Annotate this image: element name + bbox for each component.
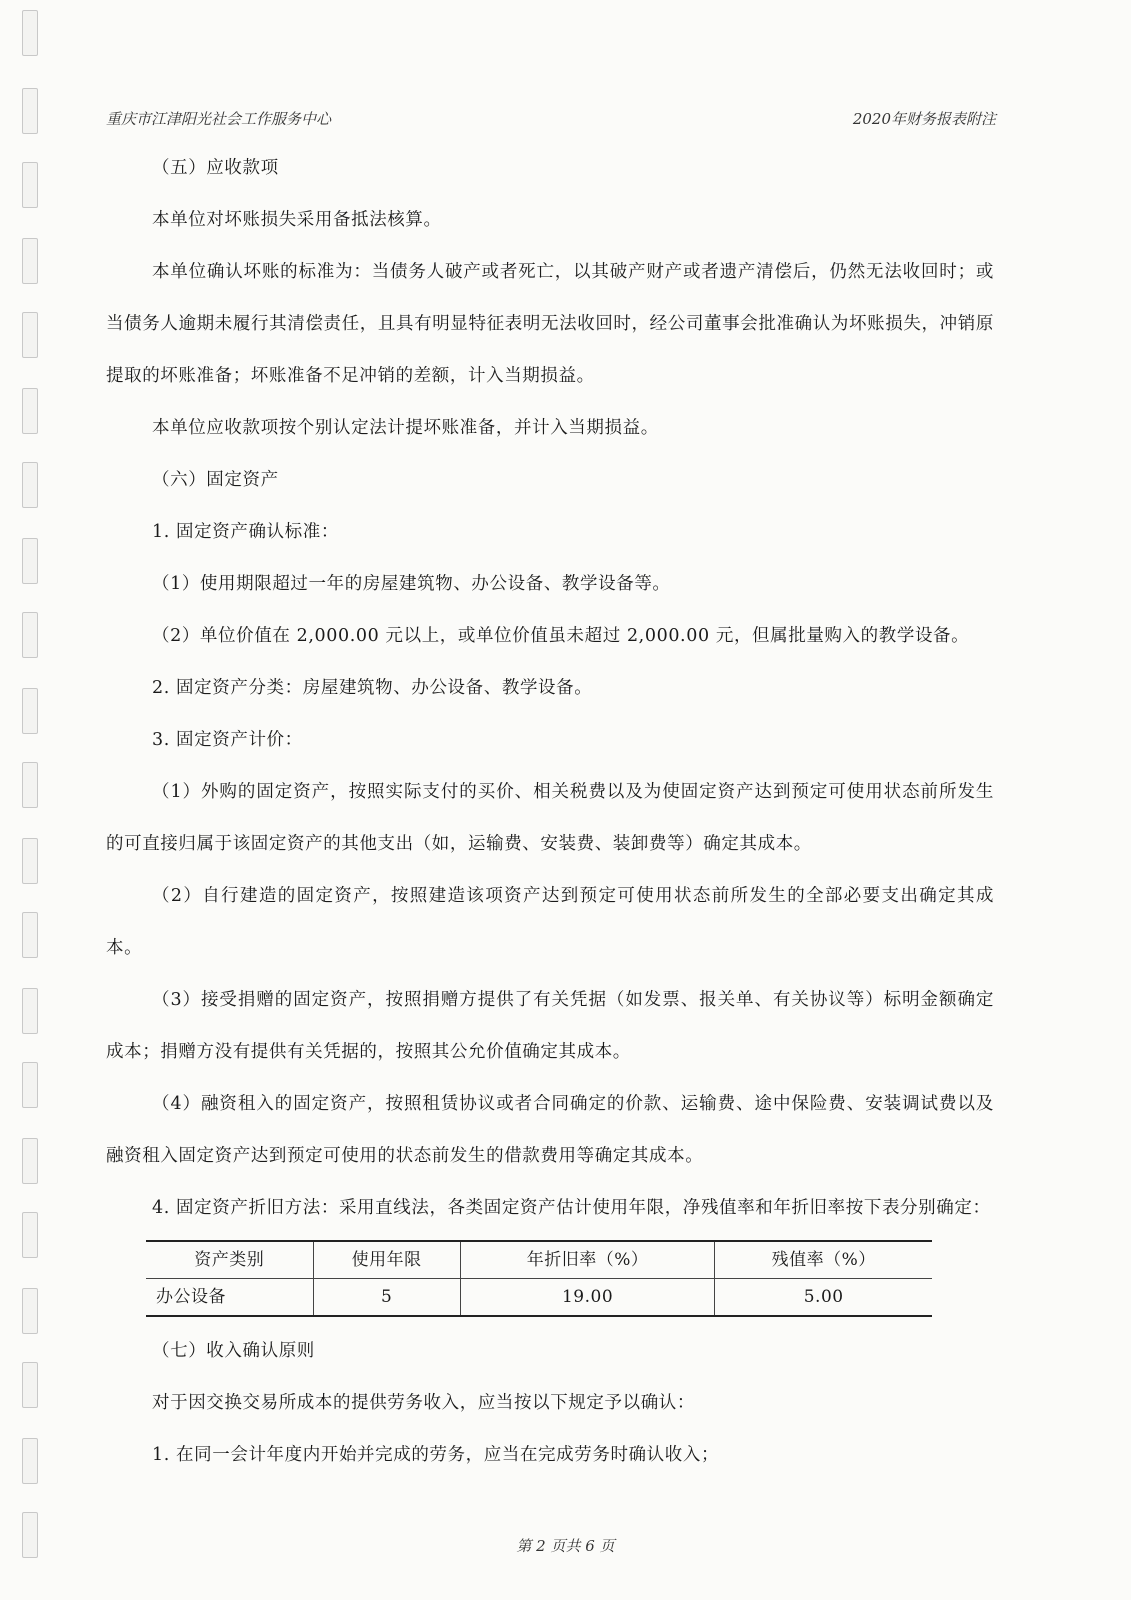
section-title-fixed-assets: （六）固定资产	[152, 470, 279, 490]
page-header	[106, 108, 996, 132]
table-cell: 办公设备	[146, 1279, 313, 1317]
paragraph: 本单位应收款项按个别认定法计提坏账准备，并计入当期损益。	[152, 418, 659, 438]
list-item: （1）使用期限超过一年的房屋建筑物、办公设备、教学设备等。	[152, 574, 671, 594]
depreciation-table	[146, 1240, 932, 1317]
binding-mark	[22, 1362, 38, 1408]
binding-mark	[22, 10, 38, 56]
binding-mark	[22, 162, 38, 208]
list-item: 2. 固定资产分类：房屋建筑物、办公设备、教学设备。	[152, 678, 593, 698]
binding-mark	[22, 762, 38, 808]
list-item: （2）自行建造的固定资产，按照建造该项资产达到预定可使用状态前所发生的全部必要支出确定其成本。	[106, 886, 994, 958]
table-cell: 19.00	[460, 1279, 715, 1317]
binding-mark	[22, 388, 38, 434]
paragraph: 本单位确认坏账的标准为：当债务人破产或者死亡，以其破产财产或者遗产清偿后，仍然无法收回时；或当债务人逾期未履行其清偿责任，且具有明显特征表明无法收回时，经公司董事会批准确认为坏账损失，冲销原提取的坏账准备；坏账准备不足冲销的差额，计入当期损益。	[106, 262, 994, 386]
table-row	[146, 1279, 932, 1317]
binding-mark	[22, 462, 38, 508]
list-item: 4. 固定资产折旧方法：采用直线法，各类固定资产估计使用年限，净残值率和年折旧率按下表分别确定：	[152, 1198, 991, 1218]
binding-mark	[22, 1438, 38, 1484]
list-item: 1. 固定资产确认标准：	[152, 522, 339, 542]
list-item: 1. 在同一会计年度内开始并完成的劳务，应当在完成劳务时确认收入；	[152, 1445, 720, 1465]
table-cell: 5.00	[715, 1279, 932, 1317]
binding-mark	[22, 838, 38, 884]
document-body	[106, 142, 994, 1481]
section-title-receivables: （五）应收款项	[152, 158, 279, 178]
column-header: 年折旧率（%）	[460, 1241, 715, 1279]
table-cell: 5	[313, 1279, 460, 1317]
binding-mark	[22, 688, 38, 734]
paragraph: 本单位对坏账损失采用备抵法核算。	[152, 210, 442, 230]
column-header: 使用年限	[313, 1241, 460, 1279]
header-doc-title: 2020年财务报表附注	[852, 110, 996, 128]
binding-mark	[22, 1062, 38, 1108]
list-item: （1）外购的固定资产，按照实际支付的买价、相关税费以及为使固定资产达到预定可使用状态前所发生的可直接归属于该固定资产的其他支出（如，运输费、安装费、装卸费等）确定其成本。	[106, 782, 994, 854]
binding-mark	[22, 88, 38, 134]
table-header-row	[146, 1241, 932, 1279]
section-title-revenue: （七）收入确认原则	[152, 1341, 315, 1361]
binding-mark	[22, 312, 38, 358]
column-header: 残值率（%）	[715, 1241, 932, 1279]
page-number: 第 2 页共 6 页	[516, 1537, 615, 1555]
binding-marks	[14, 0, 44, 1600]
page-footer	[0, 1535, 1131, 1556]
header-org-name: 重庆市江津阳光社会工作服务中心	[106, 110, 332, 128]
binding-mark	[22, 1138, 38, 1184]
list-item: （4）融资租入的固定资产，按照租赁协议或者合同确定的价款、运输费、途中保险费、安装调试费以及融资租入固定资产达到预定可使用的状态前发生的借款费用等确定其成本。	[106, 1094, 994, 1166]
binding-mark	[22, 1288, 38, 1334]
list-item: （2）单位价值在 2,000.00 元以上，或单位价值虽未超过 2,000.00 元，但属批量购入的教学设备。	[152, 626, 970, 646]
list-item: （3）接受捐赠的固定资产，按照捐赠方提供了有关凭据（如发票、报关单、有关协议等）标明金额确定成本；捐赠方没有提供有关凭据的，按照其公允价值确定其成本。	[106, 990, 994, 1062]
column-header: 资产类别	[146, 1241, 313, 1279]
binding-mark	[22, 1212, 38, 1258]
paragraph: 对于因交换交易所成本的提供劳务收入，应当按以下规定予以确认：	[152, 1393, 695, 1413]
list-item: 3. 固定资产计价：	[152, 730, 303, 750]
binding-mark	[22, 912, 38, 958]
binding-mark	[22, 238, 38, 284]
binding-mark	[22, 612, 38, 658]
binding-mark	[22, 538, 38, 584]
binding-mark	[22, 988, 38, 1034]
